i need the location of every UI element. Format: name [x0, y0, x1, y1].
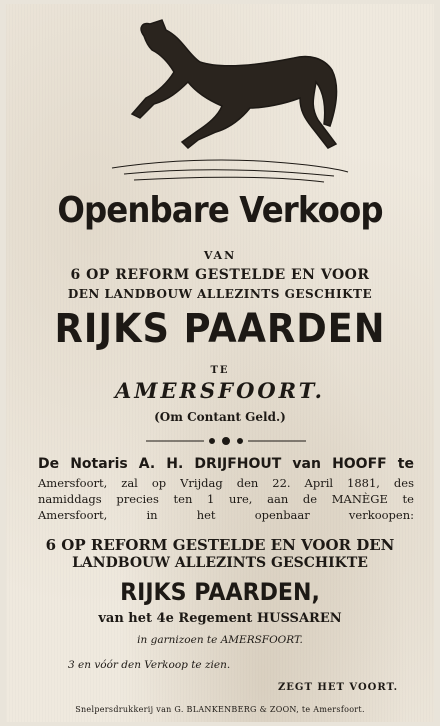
regiment-line: van het 4e Regement HUSSAREN [98, 611, 342, 626]
te-label: TE [210, 365, 230, 376]
body-line-2: Amersfoort, zal op Vrijdag den 22. April 1881, des [38, 476, 414, 490]
van-label: VAN [203, 249, 237, 262]
printer-credit: Snelpersdrukkerij van G. BLANKENBERG & ZOON, te Amersfoort. [75, 705, 365, 714]
place-name: AMERSFOORT. [115, 378, 325, 403]
viewing-line: 3 en vóór den Verkoop te zien. [68, 659, 231, 671]
subtitle-line-1: 6 OP REFORM GESTELDE EN VOOR [70, 267, 370, 283]
body-line-1: De Notaris A. H. DRIJFHOUT van HOOFF te [38, 456, 414, 472]
repeat-line-1: 6 OP REFORM GESTELDE EN VOOR DEN [45, 536, 395, 554]
payment-terms: (Om Contant Geld.) [154, 410, 286, 424]
poster-title: Openbare Verkoop [57, 190, 383, 231]
headline: RIJKS PAARDEN [54, 306, 386, 352]
horse-illustration [104, 18, 352, 186]
poster-sheet [6, 4, 434, 722]
repeat-line-2: LANDBOUW ALLEZINTS GESCHIKTE [72, 555, 368, 571]
signoff: ZEGT HET VOORT. [278, 682, 399, 693]
body-line-3: namiddags precies ten 1 ure, aan de MANÈGE te [38, 492, 414, 506]
subtitle-line-2: DEN LANDBOUW ALLEZINTS GESCHIKTE [67, 287, 373, 301]
repeat-headline: RIJKS PAARDEN, [120, 578, 320, 606]
garrison-line: in garnizoen te AMERSFOORT. [137, 634, 303, 646]
body-line-4: Amersfoort, in het openbaar verkoopen: [38, 508, 414, 522]
ornament-divider [146, 434, 306, 448]
